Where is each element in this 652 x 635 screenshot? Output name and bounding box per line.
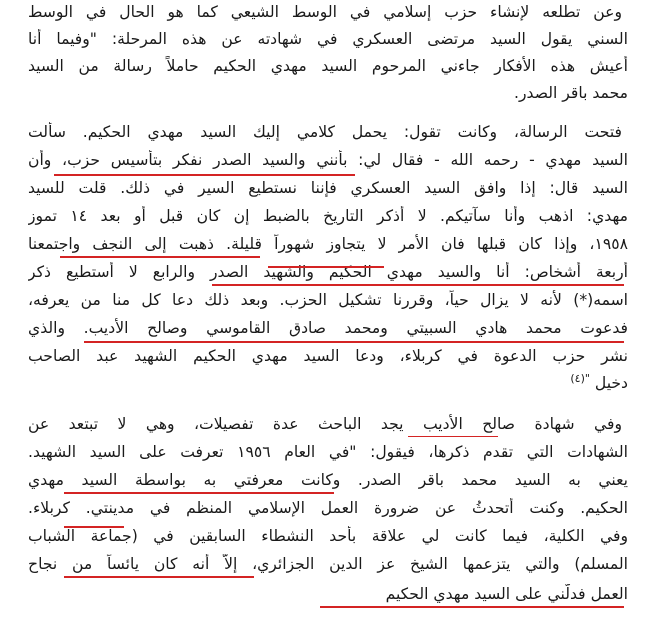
- text-line: يعني به السيد محمد باقر الصدر. وكانت معرفتي به بواسطة السيد مهدي: [28, 471, 628, 489]
- underline-annotation: [212, 284, 624, 286]
- text-line: نشر حزب الدعوة في كربلاء، ودعا السيد مهدي الحكيم الشهيد عبد الصاحب: [28, 347, 628, 365]
- text-line: الشهادات التي تقدم ذكرها، فيقول: "في العام ١٩٥٦ تعرفت على السيد الشهيد.: [28, 443, 628, 461]
- text-line: وعن تطلعه لإنشاء حزب إسلامي في الوسط الشيعي كما هو الحال في الوسط: [28, 3, 622, 21]
- text-line: السيد مهدي - رحمه الله - فقال لي: بأنني والسيد الصدر نفكر بتأسيس حزب، وأن: [28, 151, 628, 169]
- text-line: وفي الكلية، فيما كانت لي علاقة بأحد النشطاء السابقين في (جماعة الشباب: [28, 527, 628, 545]
- underline-annotation: [64, 576, 254, 578]
- text-line: العمل فدلّني على السيد مهدي الحكيم: [385, 585, 628, 603]
- underline-annotation: [268, 266, 384, 268]
- underline-annotation: [60, 256, 260, 258]
- text-line: فدعوت محمد هادي السبيتي ومحمد صادق القاموسي وصالح الأديب. والذي: [28, 319, 628, 337]
- text-line: وفي شهادة صالح الأديب يجد الباحث عدة تفصيلات، وهي لا تبتعد عن: [28, 415, 622, 433]
- text-segment: دخيل: [594, 374, 628, 392]
- text-line: مهدي: اذهب وأنا سآتيكم. لا أذكر التاريخ بالضبط إن كان قبل أو بعد ١٤ تموز: [28, 207, 628, 225]
- text-line: أعيش هذه الأفكار جاءني المرحوم السيد مهدي الحكيم حاملاً رسالة من السيد: [28, 57, 628, 75]
- text-line: ١٩٥٨، وإذا كان قبلها فان الأمر لا يتجاوز شهوراً قليلة. ذهبت إلى النجف واجتمعنا: [28, 235, 628, 253]
- text-line: [28, 373, 628, 393]
- text-line: السني يقول السيد مرتضى العسكري في شهادته عن هذه المرحلة: "وفيما أنا: [28, 30, 628, 48]
- underline-annotation: [84, 341, 624, 343]
- text-line: الحكيم. وكنت أتحدثُ عن ضرورة العمل الإسلامي المنظم في مدينتي. كربلاء.: [28, 499, 628, 517]
- underline-annotation: [54, 174, 355, 176]
- text-line: فتحت الرسالة، وكانت تقول: يحمل كلامي إليك السيد مهدي الحكيم. سألت: [28, 123, 622, 141]
- citation-marker: "(٤): [570, 373, 590, 385]
- underline-annotation: [320, 606, 624, 608]
- text-line: المسلم) والتي يتزعمها الشيخ عز الدين الجزائري، إلاّ أنه كان يائساً من نجاح: [28, 555, 628, 573]
- text-line: محمد باقر الصدر.: [514, 84, 628, 102]
- text-line: أربعة أشخاص: أنا والسيد مهدي الحكيم والشهيد الصدر والرابع لا أستطيع ذكر: [28, 263, 628, 281]
- text-line: اسمه(*) لأنه لا يزال حياً، وقررنا تشكيل الحزب. وبعد ذلك دعا كل منا من يعرفه،: [28, 291, 628, 309]
- underline-annotation: [408, 436, 498, 437]
- text-line: السيد قال: إذا وافق السيد العسكري فإننا نستطيع السير في ذلك. قلت للسيد: [28, 179, 628, 197]
- underline-annotation: [64, 526, 124, 528]
- underline-annotation: [64, 492, 334, 494]
